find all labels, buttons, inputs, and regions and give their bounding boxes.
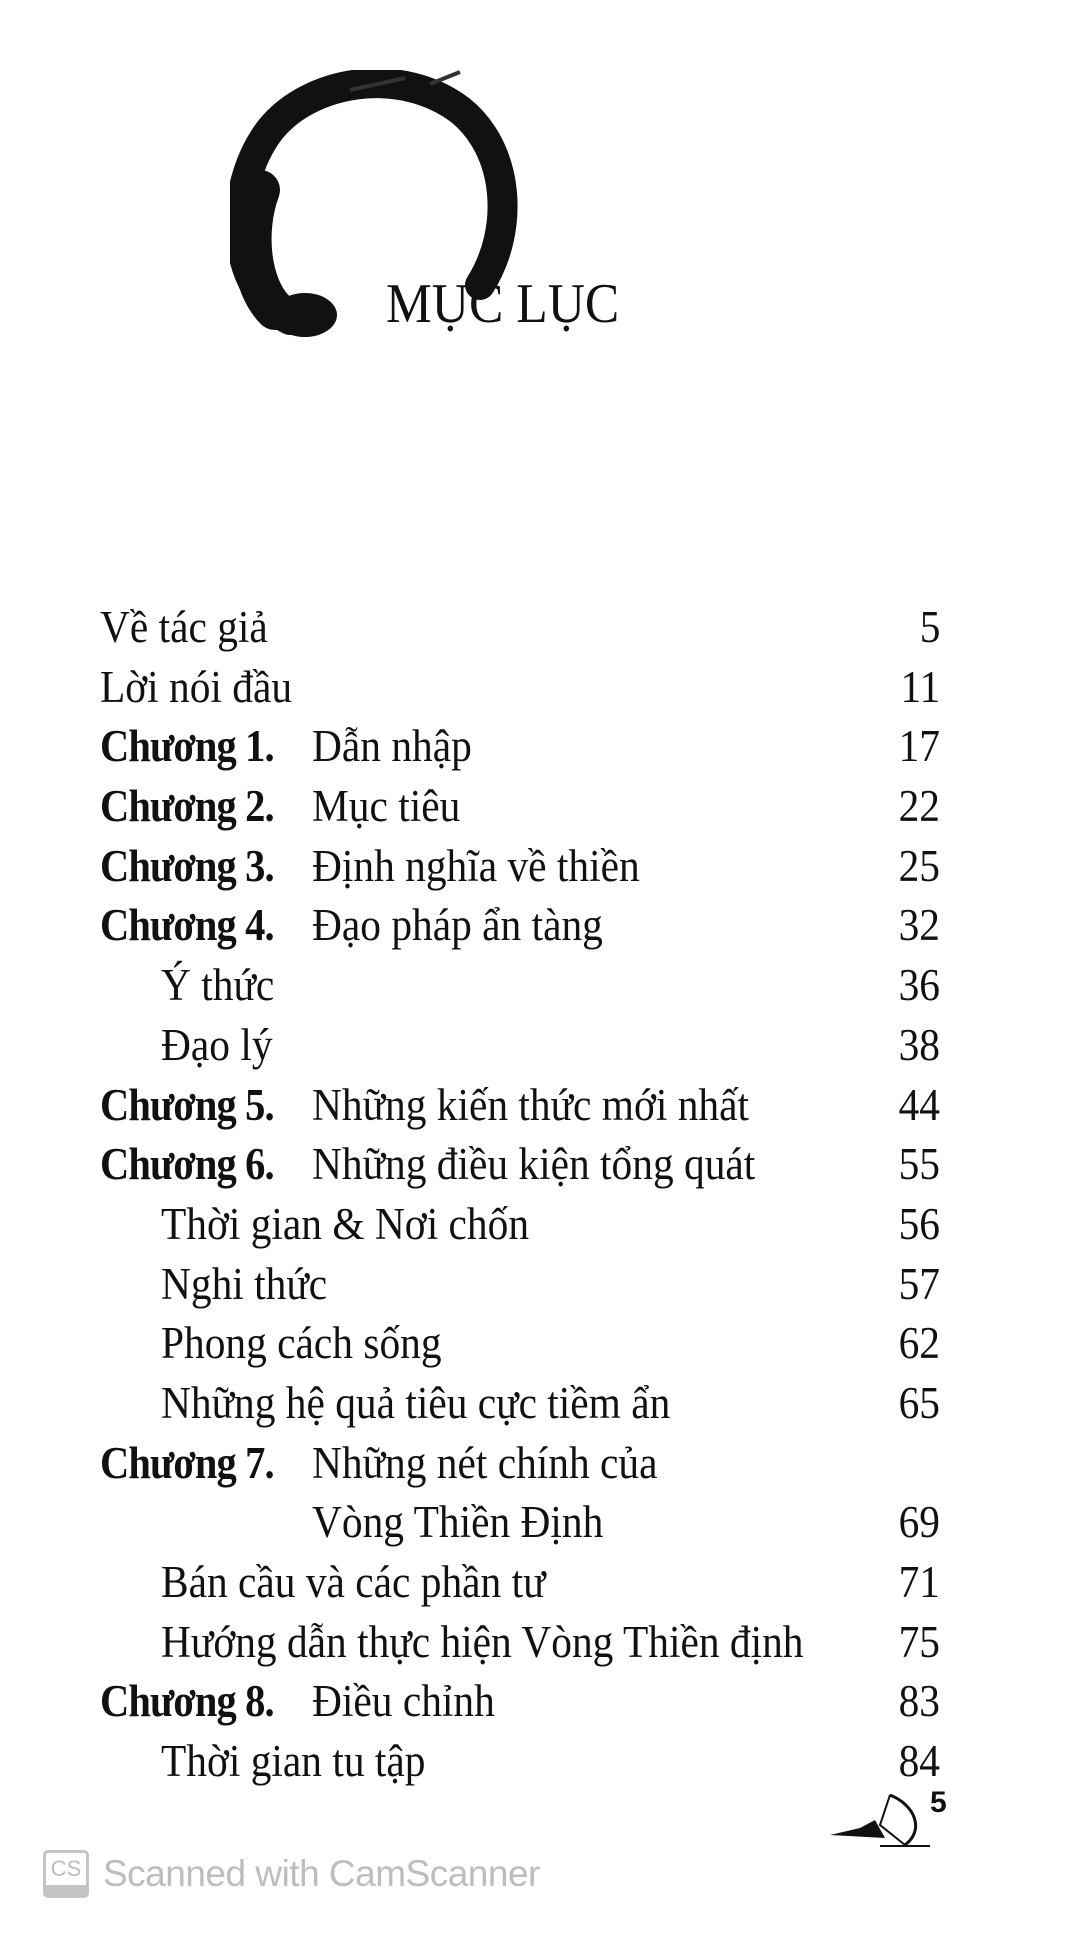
entry-page-number: 56	[898, 1198, 940, 1249]
toc-entry	[100, 1254, 940, 1314]
entry-page-number: 65	[898, 1377, 940, 1428]
entry-page-number: 57	[898, 1258, 940, 1309]
entry-page-number: 83	[898, 1676, 940, 1727]
entry-page-number: 5	[919, 602, 940, 652]
toc-entry	[100, 1134, 940, 1194]
entry-title: Hướng dẫn thực hiện Vòng Thiền định	[161, 1616, 804, 1667]
chapter-label: Chương 8.	[100, 1676, 274, 1727]
toc-entry	[100, 836, 940, 896]
toc-entry	[100, 1015, 940, 1075]
entry-title: Điều chỉnh	[312, 1676, 495, 1727]
toc-entry	[100, 1671, 940, 1731]
entry-title: Mục tiêu	[312, 781, 461, 832]
toc-entry	[100, 1552, 940, 1612]
entry-page-number: 84	[898, 1736, 940, 1787]
entry-page-number: 69	[898, 1497, 940, 1548]
entry-title: Về tác giả	[100, 602, 268, 652]
page-number: 5	[930, 1786, 947, 1819]
entry-title: Những hệ quả tiêu cực tiềm ẩn	[161, 1377, 671, 1428]
page-footer	[820, 1786, 970, 1850]
entry-page-number: 36	[898, 960, 940, 1011]
chapter-label: Chương 1.	[100, 721, 274, 772]
entry-title: Dẫn nhập	[312, 721, 472, 772]
watermark-text: Scanned with CamScanner	[103, 1853, 540, 1894]
entry-title: Đạo pháp ẩn tàng	[312, 900, 603, 951]
entry-title: Đạo lý	[161, 1019, 273, 1070]
toc-entry	[100, 716, 940, 776]
table-of-contents	[100, 597, 940, 1791]
chapter-label: Chương 4.	[100, 900, 274, 951]
toc-entry	[100, 1194, 940, 1254]
toc-entry	[100, 1731, 940, 1791]
entry-page-number: 25	[898, 840, 940, 891]
entry-page-number: 32	[898, 900, 940, 951]
entry-page-number: 17	[898, 721, 940, 772]
toc-entry	[100, 1492, 940, 1552]
toc-entry	[100, 1433, 940, 1493]
entry-page-number: 55	[898, 1139, 940, 1190]
archer-ornament-icon	[820, 1790, 930, 1850]
entry-title: Thời gian tu tập	[161, 1736, 426, 1787]
camscanner-watermark	[43, 1850, 540, 1898]
chapter-label: Chương 3.	[100, 840, 274, 891]
entry-title: Bán cầu và các phần tư	[161, 1557, 546, 1607]
toc-entry	[100, 1612, 940, 1672]
entry-page-number: 75	[898, 1616, 940, 1667]
entry-title: Định nghĩa về thiền	[312, 840, 640, 891]
toc-entry	[100, 955, 940, 1015]
toc-entry	[100, 597, 940, 657]
chapter-label: Chương 5.	[100, 1079, 274, 1130]
toc-entry	[100, 1373, 940, 1433]
toc-entry	[100, 776, 940, 836]
camscanner-logo-icon: CS	[43, 1850, 89, 1898]
entry-page-number: 71	[898, 1557, 940, 1607]
toc-entry	[100, 895, 940, 955]
entry-page-number: 44	[898, 1079, 940, 1130]
entry-title: Phong cách sống	[161, 1318, 442, 1369]
entry-title: Những nét chính của	[312, 1437, 658, 1488]
entry-page-number: 22	[898, 781, 940, 832]
toc-entry	[100, 1075, 940, 1135]
toc-entry	[100, 1313, 940, 1373]
entry-page-number: 62	[898, 1318, 940, 1369]
entry-title: Ý thức	[161, 960, 275, 1011]
entry-title: Nghi thức	[161, 1258, 328, 1309]
entry-title: Vòng Thiền Định	[312, 1497, 604, 1548]
toc-entry	[100, 657, 940, 717]
entry-page-number: 38	[898, 1019, 940, 1070]
entry-title: Lời nói đầu	[100, 661, 293, 712]
entry-title: Những kiến thức mới nhất	[312, 1079, 750, 1130]
entry-title: Thời gian & Nơi chốn	[161, 1198, 530, 1249]
entry-title: Những điều kiện tổng quát	[312, 1139, 756, 1190]
entry-page-number: 11	[900, 661, 940, 712]
page-title: MỤC LỤC	[386, 273, 620, 335]
chapter-label: Chương 2.	[100, 781, 274, 832]
chapter-label: Chương 6.	[100, 1139, 274, 1190]
chapter-label: Chương 7.	[100, 1437, 274, 1488]
